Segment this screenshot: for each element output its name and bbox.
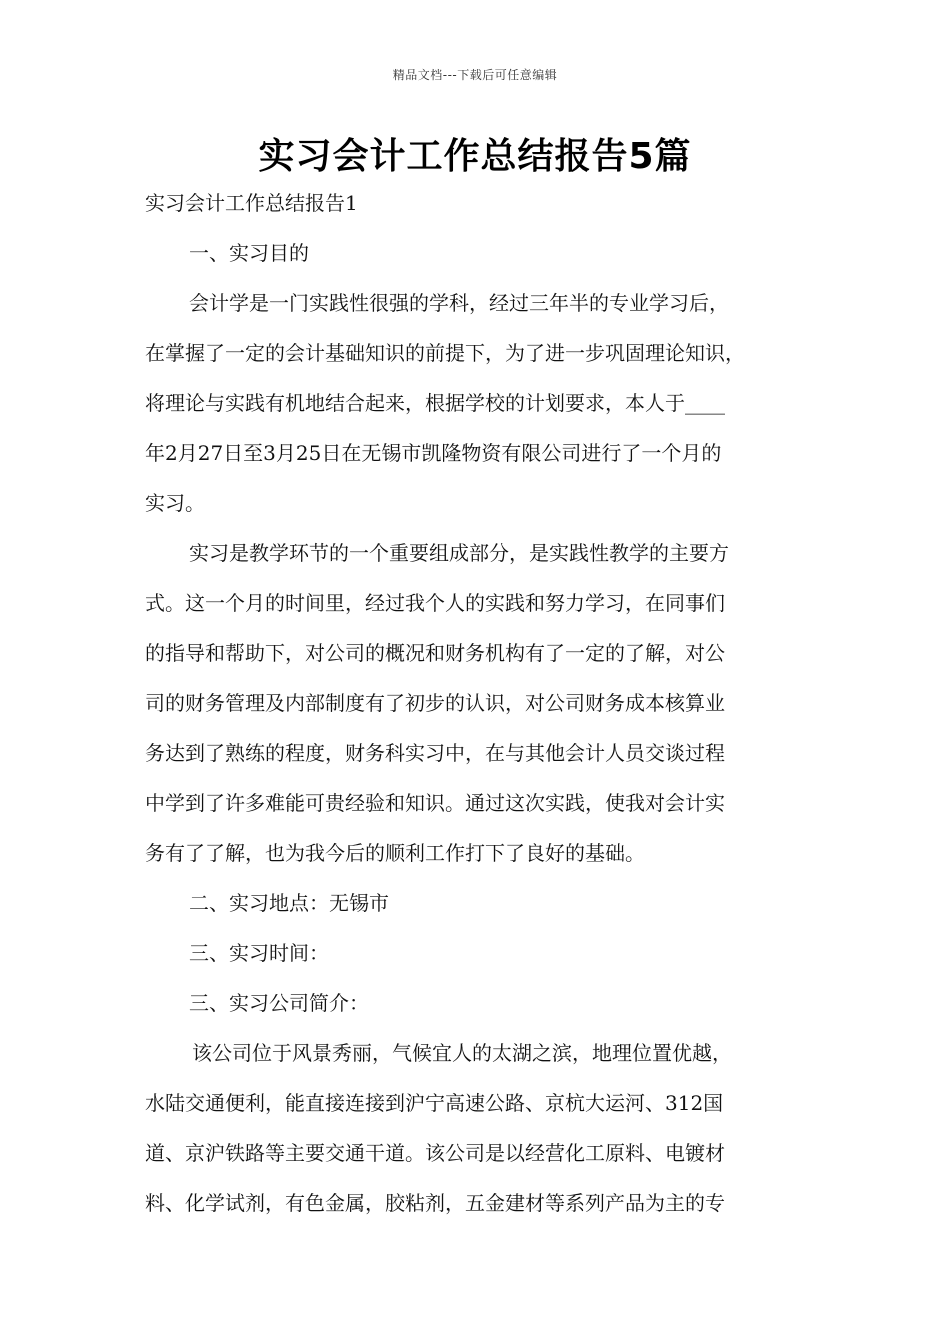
section-subtitle: 实习会计工作总结报告1 bbox=[145, 191, 358, 215]
paragraph-line: 将理论与实践有机地结合起来，根据学校的计划要求，本人于____ bbox=[145, 391, 725, 415]
paragraph-line: 务有了了解，也为我今后的顺利工作打下了良好的基础。 bbox=[145, 841, 645, 865]
paragraph-line: 在掌握了一定的会计基础知识的前提下，为了进一步巩固理论知识， bbox=[145, 341, 745, 365]
header-note: 精品文档---下载后可任意编辑 bbox=[392, 68, 558, 82]
paragraph-line: 式。这一个月的时间里，经过我个人的实践和努力学习，在同事们 bbox=[145, 591, 725, 615]
paragraph-line: 实习是教学环节的一个重要组成部分，是实践性教学的主要方 bbox=[189, 541, 729, 565]
document-body bbox=[145, 178, 810, 1228]
paragraph-line: 水陆交通便利，能直接连接到沪宁高速公路、京杭大运河、312国 bbox=[145, 1091, 724, 1115]
paragraph-line: 道、京沪铁路等主要交通干道。该公司是以经营化工原料、电镀材 bbox=[145, 1141, 725, 1165]
paragraph-line: 会计学是一门实践性很强的学科，经过三年半的专业学习后， bbox=[189, 291, 729, 315]
paragraph-line: 务达到了熟练的程度，财务科实习中，在与其他会计人员交谈过程 bbox=[145, 741, 725, 765]
paragraph-line: 实习。 bbox=[145, 491, 205, 515]
section-heading: 三、实习公司简介： bbox=[189, 991, 369, 1015]
paragraph-line: 司的财务管理及内部制度有了初步的认识，对公司财务成本核算业 bbox=[145, 691, 725, 715]
paragraph-line: 中学到了许多难能可贵经验和知识。通过这次实践，使我对会计实 bbox=[145, 791, 725, 815]
paragraph-line: 的指导和帮助下，对公司的概况和财务机构有了一定的了解，对公 bbox=[145, 641, 725, 665]
paragraph-line: 年2月27日至3月25日在无锡市凯隆物资有限公司进行了一个月的 bbox=[145, 441, 722, 465]
paragraph-line: 该公司位于风景秀丽，气候宜人的太湖之滨，地理位置优越， bbox=[192, 1041, 732, 1065]
section-heading: 二、实习地点：无锡市 bbox=[189, 891, 389, 915]
section-heading: 三、实习时间： bbox=[189, 941, 329, 965]
document-title: 实习会计工作总结报告5篇 bbox=[258, 136, 692, 177]
paragraph-line: 料、化学试剂，有色金属，胶粘剂，五金建材等系列产品为主的专 bbox=[145, 1191, 725, 1215]
section-heading: 一、实习目的 bbox=[189, 241, 309, 265]
